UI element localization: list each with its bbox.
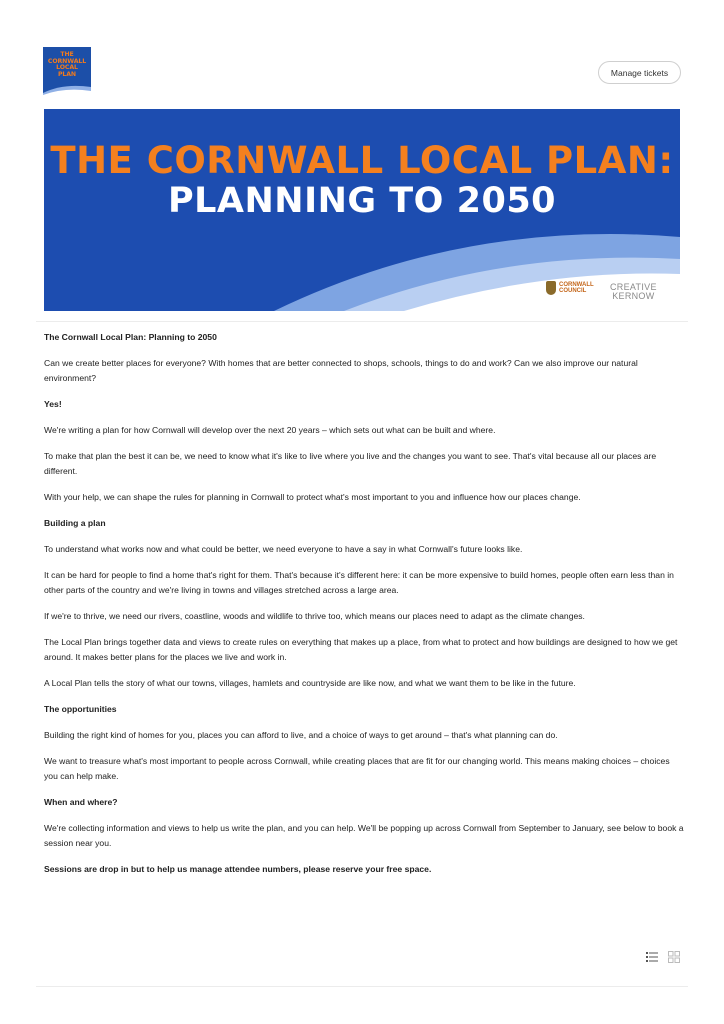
sessions-note: Sessions are drop in but to help us manage attendee numbers, please reserve your free space. (44, 864, 432, 874)
heading-opportunities: The opportunities (44, 704, 117, 714)
banner-title-line2: PLANNING TO 2050 (167, 181, 557, 221)
paragraph: We're collecting information and views to help us write the plan, and you can help. We'll be popping up across Cornwall from September to January, see below to book a session near you. (44, 823, 684, 848)
paragraph: With your help, we can shape the rules for planning in Cornwall to protect what's most important to you and influence how our places change. (44, 492, 581, 502)
creative-kernow-logo: CREATIVE KERNOW (610, 282, 657, 301)
banner-title-line1: THE CORNWALL LOCAL PLAN: (50, 139, 674, 182)
paragraph-yes: Yes! (44, 399, 62, 409)
divider (36, 986, 688, 987)
divider (36, 321, 688, 322)
description-title: The Cornwall Local Plan: Planning to 2050 (44, 332, 217, 342)
event-banner-image (44, 109, 680, 311)
paragraph: A Local Plan tells the story of what our towns, villages, hamlets and countryside are like now, and what we want them to be like in the future. (44, 678, 576, 688)
view-toggle (646, 951, 680, 963)
paragraph: Building the right kind of homes for you, places you can afford to live, and a choice of ways to get around – that's what planning can do. (44, 730, 558, 740)
page-header (0, 0, 724, 100)
paragraph: Can we create better places for everyone? With homes that are better connected to shops, schools, things to do and work? Can we also improve our natural environment? (44, 358, 638, 383)
list-view-icon[interactable] (646, 951, 658, 963)
paragraph: It can be hard for people to find a home that's right for them. That's because it's different here: it can be more expensive to build homes, people often earn less than in other parts of the country and we're living in towns and villages stretched across a large area. (44, 570, 674, 595)
paragraph: If we're to thrive, we need our rivers, coastline, woods and wildlife to thrive too, which means our places need to adapt as the climate changes. (44, 611, 585, 621)
council-crest-icon (546, 281, 556, 295)
event-description (44, 330, 684, 888)
paragraph: The Local Plan brings together data and views to create rules on everything that makes up a place, from what to protect and how buildings are designed to how we get around. It makes better plans for the places we live and work in. (44, 637, 678, 662)
paragraph: To understand what works now and what could be better, we need everyone to have a say in what Cornwall's future looks like. (44, 544, 523, 554)
cornwall-local-plan-logo[interactable] (43, 47, 91, 95)
paragraph: We're writing a plan for how Cornwall will develop over the next 20 years – which sets out what can be built and where. (44, 425, 496, 435)
manage-tickets-button[interactable]: Manage tickets (598, 61, 681, 84)
heading-building-a-plan: Building a plan (44, 518, 106, 528)
paragraph: To make that plan the best it can be, we need to know what it's like to live where you live and the changes you want to see. That's vital because all our places are different. (44, 451, 657, 476)
cornwall-council-logo: CORNWALL COUNCIL (546, 281, 594, 295)
grid-view-icon[interactable] (668, 951, 680, 963)
heading-when-and-where: When and where? (44, 797, 118, 807)
logo-wave-graphic (43, 83, 91, 95)
logo-text: THE CORNWALL LOCAL PLAN (47, 51, 87, 78)
paragraph: We want to treasure what's most important to people across Cornwall, while creating places that are fit for our changing world. This means making choices – choices you can help make. (44, 756, 670, 781)
